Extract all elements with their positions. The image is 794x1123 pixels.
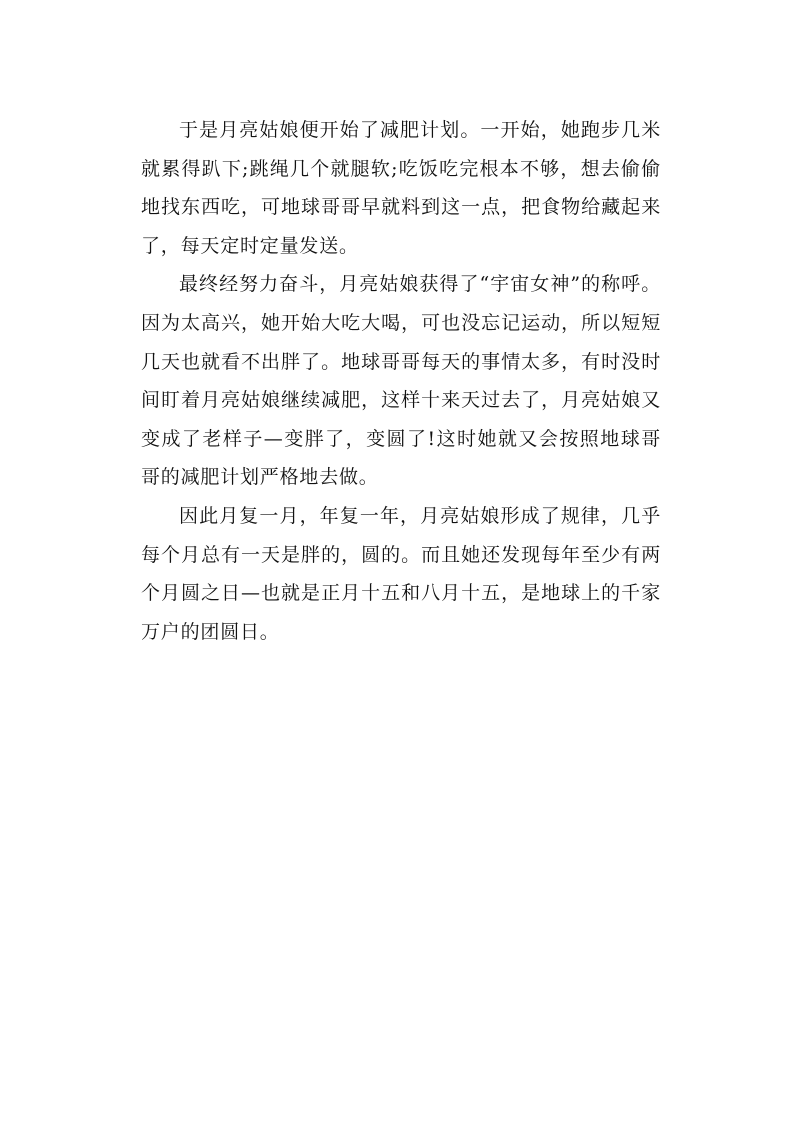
paragraph-2: 最终经努力奋斗，月亮姑娘获得了“宇宙女神”的称呼。因为太高兴，她开始大吃大喝，可也没忘记运动，所以短短几天也就看不出胖了。地球哥哥每天的事情太多，有时没时间盯着月亮姑娘继续减肥，这样十来天过去了，月亮姑娘又变成了老样子—变胖了，变圆了!这时她就又会按照地球哥哥的减肥计划严格地去做。: [141, 273, 661, 489]
paragraph-1: 于是月亮姑娘便开始了减肥计划。一开始，她跑步几米就累得趴下;跳绳几个就腿软;吃饭吃完根本不够，想去偷偷地找东西吃，可地球哥哥早就料到这一点，把食物给藏起来了，每天定时定量发送。: [141, 119, 661, 257]
document-body: [141, 111, 661, 651]
paragraph-3: 因此月复一月，年复一年，月亮姑娘形成了规律，几乎每个月总有一天是胖的，圆的。而且她还发现每年至少有两个月圆之日—也就是正月十五和八月十五，是地球上的千家万户的团圆日。: [141, 504, 661, 643]
